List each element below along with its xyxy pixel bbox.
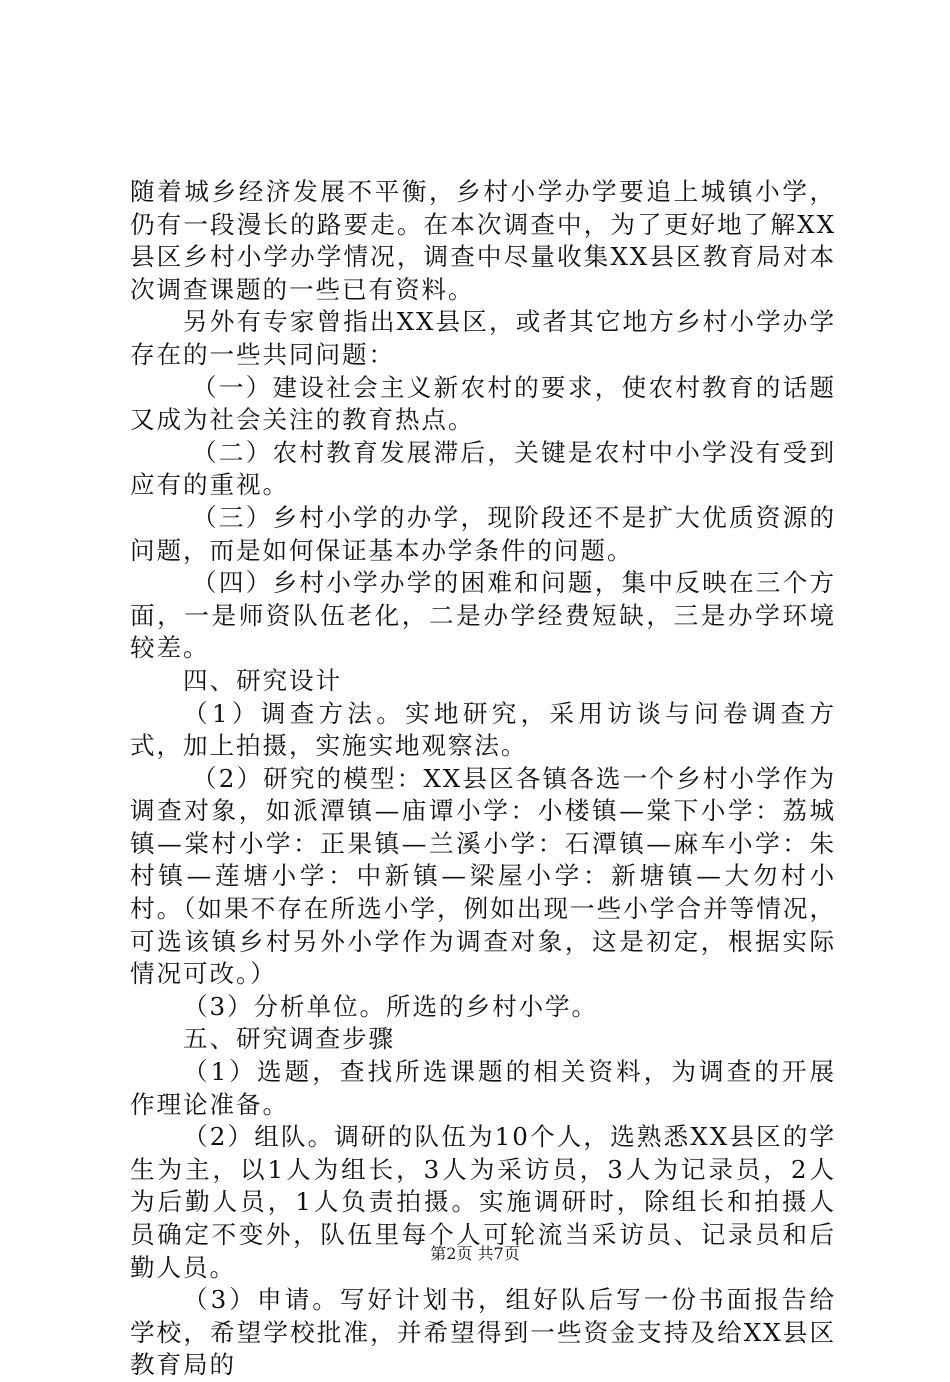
paragraph-common-problems: 另外有专家曾指出XX县区，或者其它地方乡村小学办学存在的一些共同问题：	[130, 307, 836, 369]
paragraph-intro: 随着城乡经济发展不平衡，乡村小学办学要追上城镇小学，仍有一段漫长的路要走。在本次调查中，为了更好地了解XX县区乡村小学办学情况，调查中尽量收集XX县区教育局对本次调查课题的一些已有资料。	[130, 177, 836, 304]
paragraph-step-application: （3）申请。写好计划书，组好队后写一份书面报告给学校，希望学校批准，并希望得到一些资金支持及给XX县区教育局的	[130, 1285, 836, 1380]
paragraph-step-topic: （1）选题，查找所选课题的相关资料，为调查的开展作理论准备。	[130, 1057, 836, 1119]
paragraph-survey-method: （1）调查方法。实地研究，采用访谈与问卷调查方式，加上拍摄，实施实地观察法。	[130, 698, 836, 761]
paragraph-problem-2: （二）农村教育发展滞后，关键是农村中小学没有受到应有的重视。	[130, 437, 836, 500]
paragraph-problem-4: （四）乡村小学办学的困难和问题，集中反映在三个方面，一是师资队伍老化，二是办学经费短缺，三是办学环境较差。	[130, 568, 836, 663]
section-heading-research-steps: 五、研究调查步骤	[183, 1024, 395, 1054]
paragraph-problem-1: （一）建设社会主义新农村的要求，使农村教育的话题又成为社会关注的教育热点。	[130, 372, 836, 435]
paragraph-research-model: （2）研究的模型：XX县区各镇各选一个乡村小学作为调查对象，如派潭镇—庙谭小学：小楼镇—棠下小学：荔城镇—棠村小学：正果镇—兰溪小学：石潭镇—麻车小学：朱村镇—莲塘小学：中新镇—梁屋小学：新塘镇—大勿村小村。（如果不存在所选小学，例如出现一些小学合并等情况，可选该镇乡村另外小学作为调查对象，这是初定，根据实际情况可改。）	[130, 763, 836, 989]
paragraph-step-team: （2）组队。调研的队伍为10个人，选熟悉XX县区的学生为主，以1人为组长，3人为采访员，3人为记录员，2人为后勤人员，1人负责拍摄。实施调研时，除组长和拍摄人员确定不变外，队伍里每个人可轮流当采访员、记录员和后勤人员。	[130, 1122, 836, 1282]
paragraph-problem-3: （三）乡村小学的办学，现阶段还不是扩大优质资源的问题，而是如何保证基本办学条件的问题。	[130, 502, 836, 565]
document-body	[130, 176, 836, 1382]
page-number-footer: 第2页 共7页	[430, 1244, 520, 1263]
paragraph-analysis-unit: （3）分析单位。所选的乡村小学。	[183, 991, 598, 1021]
section-heading-research-design: 四、研究设计	[183, 665, 342, 695]
